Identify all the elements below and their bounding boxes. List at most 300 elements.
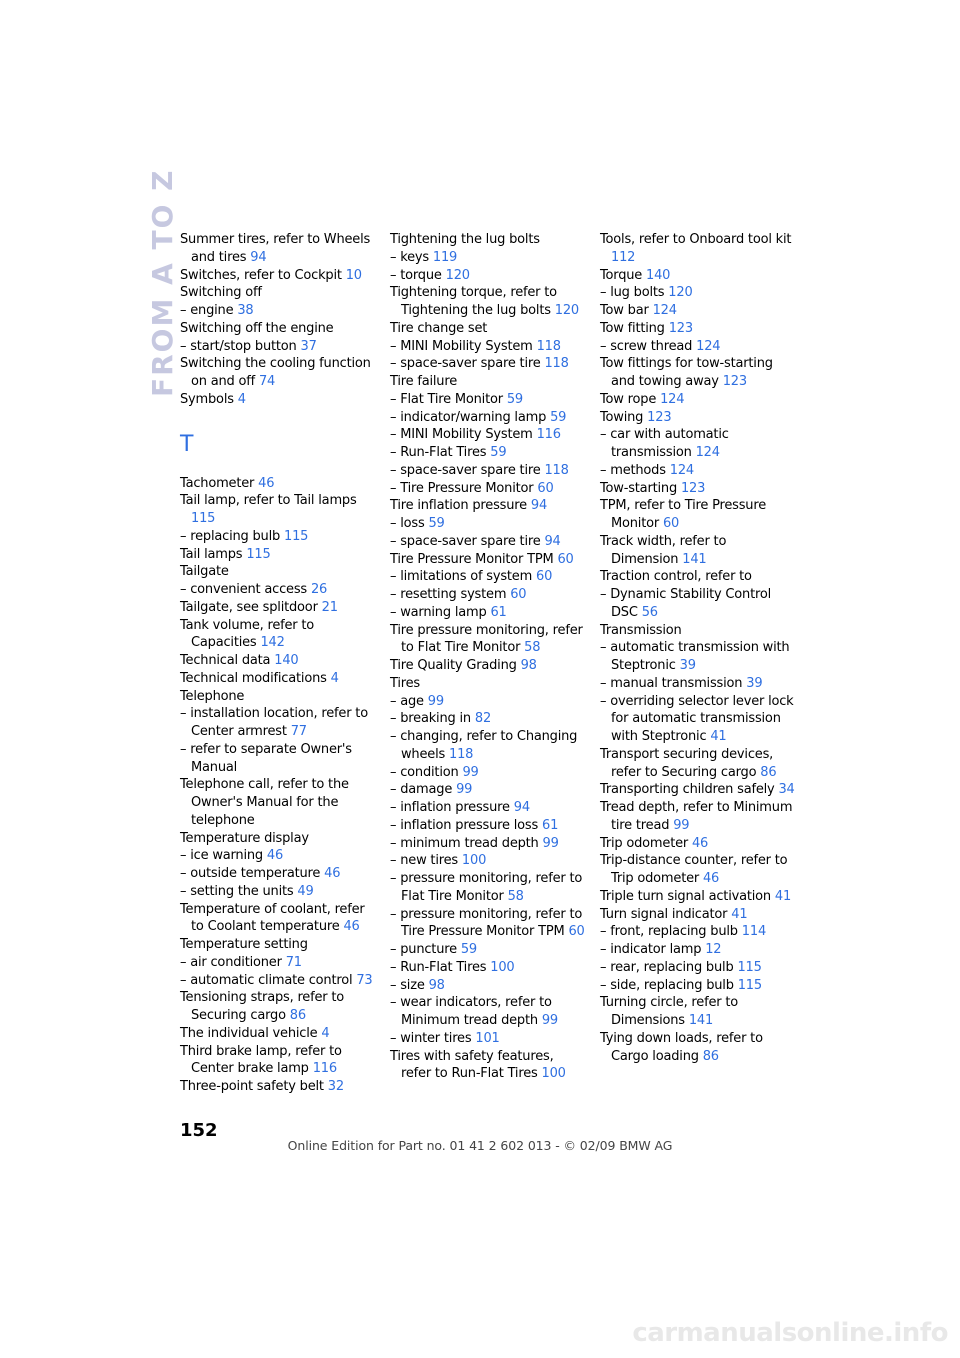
page-reference-link[interactable]: 101 (475, 1030, 500, 1046)
index-entry (180, 355, 375, 391)
page-reference-link[interactable]: 98 (428, 977, 445, 993)
index-term: Tightening torque, refer to Tightening the lug bolts (390, 285, 557, 318)
page-reference-link[interactable]: 34 (778, 782, 795, 798)
index-entry (180, 901, 375, 937)
page-reference-link[interactable]: 94 (530, 498, 548, 514)
index-entry (390, 994, 585, 1030)
index-entry (390, 799, 585, 817)
index-term: – replacing bulb (180, 528, 281, 544)
index-entry (390, 515, 585, 533)
page-reference-link[interactable]: 46 (324, 866, 341, 881)
index-term: – inflation pressure loss (390, 817, 539, 833)
index-term: – pressure monitoring, refer to Flat Tire Monitor (390, 871, 583, 904)
index-entry (390, 426, 585, 444)
index-entry (180, 563, 375, 581)
index-entry (390, 320, 585, 338)
index-term: Tow-starting (600, 480, 677, 496)
index-entry (600, 320, 795, 338)
index-term: Tying down loads, refer to Cargo loading (600, 1030, 763, 1064)
index-term: Transport securing devices, refer to Securing cargo (600, 746, 774, 780)
index-term: Temperature display (180, 830, 309, 846)
page-reference-link[interactable]: 46 (691, 835, 709, 851)
page-reference-link[interactable]: 39 (746, 675, 763, 691)
index-term: – minimum tread depth (390, 835, 539, 851)
page-number: 152 (180, 1120, 218, 1141)
index-entry (600, 639, 795, 675)
index-entry (390, 622, 585, 658)
index-entry (180, 546, 375, 564)
index-term: – space-saver spare tire (390, 533, 541, 549)
page-reference-link[interactable]: 32 (327, 1079, 344, 1094)
page-reference-link[interactable]: 49 (297, 883, 314, 899)
index-entry (390, 568, 585, 586)
index-column-3 (600, 231, 795, 1065)
index-term: – Flat Tire Monitor (390, 391, 503, 407)
index-entry (180, 528, 375, 546)
index-entry (180, 302, 375, 320)
index-term: Tow fitting (600, 320, 665, 336)
index-term: Summer tires, refer to Wheels and tires (180, 232, 371, 265)
page-reference-link[interactable]: 123 (647, 409, 672, 425)
page-reference-link[interactable]: 12 (705, 942, 722, 957)
page-reference-link[interactable]: 123 (668, 320, 693, 336)
page-reference-link[interactable]: 123 (680, 480, 706, 496)
index-term: – resetting system (390, 587, 507, 602)
page-reference-link[interactable]: 118 (536, 338, 561, 354)
index-entry (390, 249, 585, 267)
index-entry (180, 741, 375, 777)
index-entry (600, 994, 795, 1030)
index-term: – wear indicators, refer to Minimum tread depth (390, 995, 552, 1028)
index-entry (180, 475, 375, 493)
index-entry (390, 338, 585, 356)
page-reference-link[interactable]: 71 (285, 954, 302, 970)
index-term: Tread depth, refer to Minimum tire tread (600, 800, 793, 833)
page-reference-link[interactable]: 61 (490, 604, 507, 620)
index-entry (180, 338, 375, 356)
page-reference-link[interactable]: 41 (731, 906, 748, 922)
index-entry (390, 906, 585, 942)
page-reference-link[interactable]: 38 (237, 303, 254, 318)
index-entry (180, 652, 375, 670)
index-entry (390, 1030, 585, 1048)
page-reference-link[interactable]: 116 (536, 427, 561, 443)
index-term: Tail lamp, refer to Tail lamps (180, 493, 357, 509)
page-reference-link[interactable]: 120 (445, 267, 470, 283)
index-term: – automatic transmission with Steptronic (600, 640, 790, 673)
page-reference-link[interactable]: 141 (688, 1013, 714, 1028)
index-entry (390, 267, 585, 285)
index-entry (180, 320, 375, 338)
index-entry (390, 604, 585, 622)
index-term: – keys (390, 249, 429, 265)
index-term: – warning lamp (390, 604, 487, 620)
index-entry (600, 852, 795, 888)
page-reference-link[interactable]: 26 (310, 582, 328, 597)
column-1-after (180, 475, 375, 1096)
page-reference-link[interactable]: 41 (710, 729, 727, 744)
page-reference-link[interactable]: 118 (449, 746, 474, 762)
index-entry (600, 231, 795, 267)
page-reference-link[interactable]: 99 (673, 817, 690, 833)
index-term: Tools, refer to Onboard tool kit (600, 232, 792, 247)
index-entry (600, 267, 795, 285)
index-entry (390, 870, 585, 906)
page-reference-link[interactable]: 114 (741, 924, 767, 940)
index-term: Transporting children safely (600, 782, 775, 798)
index-entry (180, 705, 375, 741)
page-reference-link[interactable]: 120 (668, 285, 693, 301)
index-entry (600, 462, 795, 480)
index-entry (180, 1025, 375, 1043)
index-entry (600, 941, 795, 959)
index-term: Switches, refer to Cockpit (180, 267, 342, 283)
index-term: Turn signal indicator (600, 906, 728, 922)
index-term: – indicator lamp (600, 942, 702, 957)
index-entry (390, 941, 585, 959)
index-term: Temperature setting (180, 937, 308, 952)
index-term: – car with automatic transmission (600, 427, 729, 460)
index-term: Tires with safety features, refer to Run-Flat Tires (390, 1048, 554, 1082)
index-term: – start/stop button (180, 338, 297, 354)
index-entry (390, 533, 585, 551)
page-reference-link[interactable]: 94 (513, 800, 530, 815)
index-entry (390, 1048, 585, 1084)
side-title-text: FROM A TO Z (146, 168, 179, 397)
index-entry (390, 764, 585, 782)
page-reference-link[interactable]: 59 (428, 516, 445, 531)
index-entry (390, 710, 585, 728)
index-term: Tow bar (600, 303, 649, 318)
index-term: Transmission (600, 622, 682, 638)
page-reference-link[interactable]: 140 (274, 653, 299, 668)
index-term: – Run-Flat Tires (390, 959, 487, 975)
page-reference-link[interactable]: 115 (246, 546, 271, 562)
index-term: – MINI Mobility System (390, 427, 533, 443)
index-entry (180, 599, 375, 617)
index-term: Tire failure (390, 374, 458, 389)
index-term: – methods (600, 462, 666, 478)
index-term: Tachometer (180, 475, 255, 491)
index-term: – MINI Mobility System (390, 338, 533, 354)
page-reference-link[interactable]: 124 (669, 462, 694, 478)
index-entry (600, 693, 795, 746)
index-entry (180, 688, 375, 706)
index-term: Tow fittings for tow-starting and towing away (600, 356, 773, 389)
page-reference-link[interactable]: 61 (542, 817, 559, 833)
page-reference-link[interactable]: 99 (541, 1013, 559, 1028)
index-entry (180, 284, 375, 302)
page-reference-link[interactable]: 99 (462, 764, 479, 780)
page-reference-link[interactable]: 46 (343, 919, 360, 935)
index-entry (600, 355, 795, 391)
index-entry (180, 776, 375, 829)
index-entry (180, 391, 375, 409)
index-term: Telephone call, refer to the Owner's Manual for the telephone (180, 777, 349, 828)
page-reference-link[interactable]: 73 (356, 972, 373, 988)
page-reference-link[interactable]: 60 (557, 551, 574, 567)
index-entry (390, 444, 585, 462)
index-entry (600, 622, 795, 640)
page-reference-link[interactable]: 4 (330, 670, 339, 686)
index-entry (600, 586, 795, 622)
index-entry (180, 267, 375, 285)
index-entry (600, 959, 795, 977)
index-entry (600, 426, 795, 462)
index-term: – limitations of system (390, 569, 533, 585)
index-entry (390, 391, 585, 409)
index-entry (600, 675, 795, 693)
page-reference-link[interactable]: 115 (737, 959, 762, 975)
page-reference-link[interactable]: 86 (702, 1048, 719, 1064)
index-term: Towing (600, 409, 644, 425)
page-reference-link[interactable]: 58 (524, 640, 541, 656)
index-entry (600, 977, 795, 995)
index-entry (390, 586, 585, 604)
index-term: Switching the cooling function on and off (180, 356, 371, 389)
page-reference-link[interactable]: 100 (541, 1066, 566, 1082)
index-term: – Dynamic Stability Control DSC (600, 587, 772, 620)
index-entry (600, 391, 795, 409)
index-term: – screw thread (600, 338, 693, 354)
page-reference-link[interactable]: 59 (460, 942, 477, 957)
index-entry (390, 781, 585, 799)
index-term: – space-saver spare tire (390, 356, 541, 372)
page-reference-link[interactable]: 141 (682, 551, 707, 567)
page-reference-link[interactable]: 124 (695, 445, 720, 460)
index-term: Tailgate, see splitdoor (180, 599, 318, 615)
index-entry (390, 355, 585, 373)
index-term: – pressure monitoring, refer to Tire Pressure Monitor TPM (390, 906, 583, 940)
page-reference-link[interactable]: 4 (237, 391, 246, 407)
index-term: – size (390, 977, 425, 993)
index-entry (600, 409, 795, 427)
index-term: – inflation pressure (390, 800, 510, 815)
page-reference-link[interactable]: 41 (774, 888, 792, 904)
page-reference-link[interactable]: 94 (544, 533, 561, 549)
index-entry (600, 302, 795, 320)
page-reference-link[interactable]: 94 (250, 249, 267, 265)
index-term: – Run-Flat Tires (390, 445, 487, 460)
index-term: – changing, refer to Changing wheels (390, 729, 578, 762)
page-reference-link[interactable]: 10 (345, 267, 362, 283)
page-reference-link[interactable]: 115 (191, 511, 216, 526)
index-entry (180, 617, 375, 653)
index-entry (390, 728, 585, 764)
index-entry (390, 462, 585, 480)
page-reference-link[interactable]: 74 (258, 374, 276, 389)
index-entry (600, 338, 795, 356)
index-term: – refer to separate Owner's Manual (180, 741, 352, 775)
index-term: Track width, refer to Dimension (600, 533, 727, 567)
index-term: Tail lamps (180, 546, 243, 562)
page-reference-link[interactable]: 21 (321, 599, 338, 615)
index-term: – convenient access (180, 582, 307, 597)
index-entry (180, 989, 375, 1025)
index-term: Symbols (180, 391, 234, 407)
index-term: Triple turn signal activation (600, 888, 771, 904)
index-term: – front, replacing bulb (600, 924, 738, 940)
page-reference-link[interactable]: 99 (427, 693, 444, 709)
page-reference-link[interactable]: 60 (536, 569, 553, 585)
index-term: – puncture (390, 942, 457, 957)
index-entry (390, 551, 585, 569)
index-term: Tire Pressure Monitor TPM (390, 551, 554, 567)
page-reference-link[interactable]: 124 (652, 303, 677, 318)
index-term: – indicator/warning lamp (390, 409, 547, 425)
index-term: Tire Quality Grading (390, 658, 517, 673)
index-term: – outside temperature (180, 866, 321, 881)
index-term: Torque (600, 267, 643, 283)
index-entry (180, 883, 375, 901)
index-term: – setting the units (180, 883, 294, 899)
index-entry (600, 533, 795, 569)
watermark: carmanualsonline.info (632, 1318, 948, 1348)
index-entry (180, 865, 375, 883)
index-entry (180, 830, 375, 848)
index-term: – air conditioner (180, 954, 282, 970)
page-reference-link[interactable]: 58 (507, 888, 524, 904)
index-entry (390, 480, 585, 498)
index-entry (180, 581, 375, 599)
index-entry (600, 906, 795, 924)
page-reference-link[interactable]: 59 (490, 445, 507, 460)
index-term: – lug bolts (600, 285, 665, 301)
page-reference-link[interactable]: 77 (290, 724, 307, 739)
page-reference-link[interactable]: 56 (641, 604, 658, 620)
page-reference-link[interactable]: 82 (474, 711, 492, 727)
index-entry (180, 936, 375, 954)
page-reference-link[interactable]: 99 (542, 835, 559, 851)
page-reference-link[interactable]: 119 (432, 249, 458, 265)
page-reference-link[interactable]: 59 (550, 409, 567, 425)
index-term: TPM, refer to Tire Pressure Monitor (600, 498, 767, 531)
column-2-entries (390, 231, 585, 1083)
index-column-2 (390, 231, 585, 1083)
index-term: Tires (390, 675, 420, 691)
index-term: – side, replacing bulb (600, 977, 734, 993)
index-column-1 (180, 231, 375, 1096)
index-entry (600, 835, 795, 853)
page-reference-link[interactable]: 124 (696, 338, 721, 354)
index-term: Telephone (180, 688, 245, 704)
index-term: – rear, replacing bulb (600, 959, 734, 975)
index-term: – installation location, refer to Center armrest (180, 706, 368, 739)
page-reference-link[interactable]: 100 (490, 959, 515, 975)
index-term: Tire inflation pressure (390, 498, 527, 514)
index-entry (600, 284, 795, 302)
index-entry (390, 693, 585, 711)
index-term: Temperature of coolant, refer to Coolant temperature (180, 901, 365, 935)
page-reference-link[interactable]: 124 (660, 391, 685, 407)
index-term: Tire change set (390, 320, 488, 336)
index-term: – engine (180, 303, 234, 318)
page-reference-link[interactable]: 115 (284, 528, 309, 544)
index-term: Switching off the engine (180, 320, 334, 336)
page-reference-link[interactable]: 60 (568, 924, 585, 940)
index-term: – torque (390, 267, 442, 283)
index-term: Trip-distance counter, refer to Trip odometer (600, 853, 788, 886)
index-entry (180, 847, 375, 865)
index-entry (390, 977, 585, 995)
index-entry (390, 675, 585, 693)
page-reference-link[interactable]: 116 (312, 1061, 337, 1077)
index-term: – new tires (390, 853, 458, 869)
index-entry (180, 231, 375, 267)
page-reference-link[interactable]: 140 (646, 267, 671, 283)
index-entry (390, 497, 585, 515)
index-entry (180, 492, 375, 528)
page-reference-link[interactable]: 115 (737, 977, 762, 993)
index-entry (390, 817, 585, 835)
index-entry (180, 972, 375, 990)
page-reference-link[interactable]: 98 (520, 658, 537, 673)
page-reference-link[interactable]: 118 (544, 462, 569, 478)
page-reference-link[interactable]: 123 (722, 374, 747, 389)
index-term: Tire pressure monitoring, refer to Flat Tire Monitor (390, 622, 583, 656)
page-reference-link[interactable]: 142 (260, 635, 285, 651)
page-reference-link[interactable]: 100 (461, 853, 487, 869)
index-entry (600, 746, 795, 782)
index-term: Technical modifications (180, 670, 327, 686)
page-reference-link[interactable]: 46 (266, 848, 284, 864)
page-reference-link[interactable]: 39 (679, 658, 696, 673)
page-reference-link[interactable]: 60 (662, 516, 680, 531)
index-entry (390, 284, 585, 320)
index-term: Switching off (180, 285, 262, 301)
index-term: – breaking in (390, 711, 471, 727)
index-term: Traction control, refer to (600, 569, 752, 585)
index-entry (390, 657, 585, 675)
page-reference-link[interactable]: 86 (760, 764, 777, 780)
index-entry (390, 852, 585, 870)
index-term: Third brake lamp, refer to Center brake lamp (180, 1043, 342, 1077)
page-reference-link[interactable]: 46 (702, 871, 720, 886)
index-entry (390, 959, 585, 977)
index-term: – condition (390, 764, 459, 780)
index-term: – manual transmission (600, 675, 743, 691)
side-title (112, 168, 179, 405)
page-reference-link[interactable]: 37 (300, 338, 317, 354)
index-term: The individual vehicle (180, 1025, 318, 1041)
index-term: Tow rope (600, 391, 657, 407)
page-reference-link[interactable]: 99 (456, 782, 473, 798)
index-entry (390, 231, 585, 249)
index-entry (390, 409, 585, 427)
page-reference-link[interactable]: 86 (289, 1008, 306, 1023)
index-term: – winter tires (390, 1030, 472, 1046)
index-entry (390, 373, 585, 391)
page-reference-link[interactable]: 112 (611, 249, 636, 265)
index-term: Turning circle, refer to Dimensions (600, 995, 738, 1028)
page-reference-link[interactable]: 59 (506, 391, 523, 407)
page-reference-link[interactable]: 118 (544, 356, 569, 372)
index-term: – damage (390, 782, 453, 798)
index-term: Trip odometer (600, 835, 689, 851)
page-reference-link[interactable]: 4 (321, 1025, 330, 1041)
index-entry (600, 480, 795, 498)
column-3-entries (600, 231, 795, 1065)
index-term: – Tire Pressure Monitor (390, 480, 534, 496)
index-term: – space-saver spare tire (390, 462, 541, 478)
page-reference-link[interactable]: 120 (554, 303, 579, 318)
page-reference-link[interactable]: 46 (258, 475, 275, 491)
index-entry (390, 835, 585, 853)
page-reference-link[interactable]: 60 (510, 587, 527, 602)
index-term: – automatic climate control (180, 972, 353, 988)
index-entry (600, 923, 795, 941)
page-reference-link[interactable]: 60 (537, 480, 554, 496)
